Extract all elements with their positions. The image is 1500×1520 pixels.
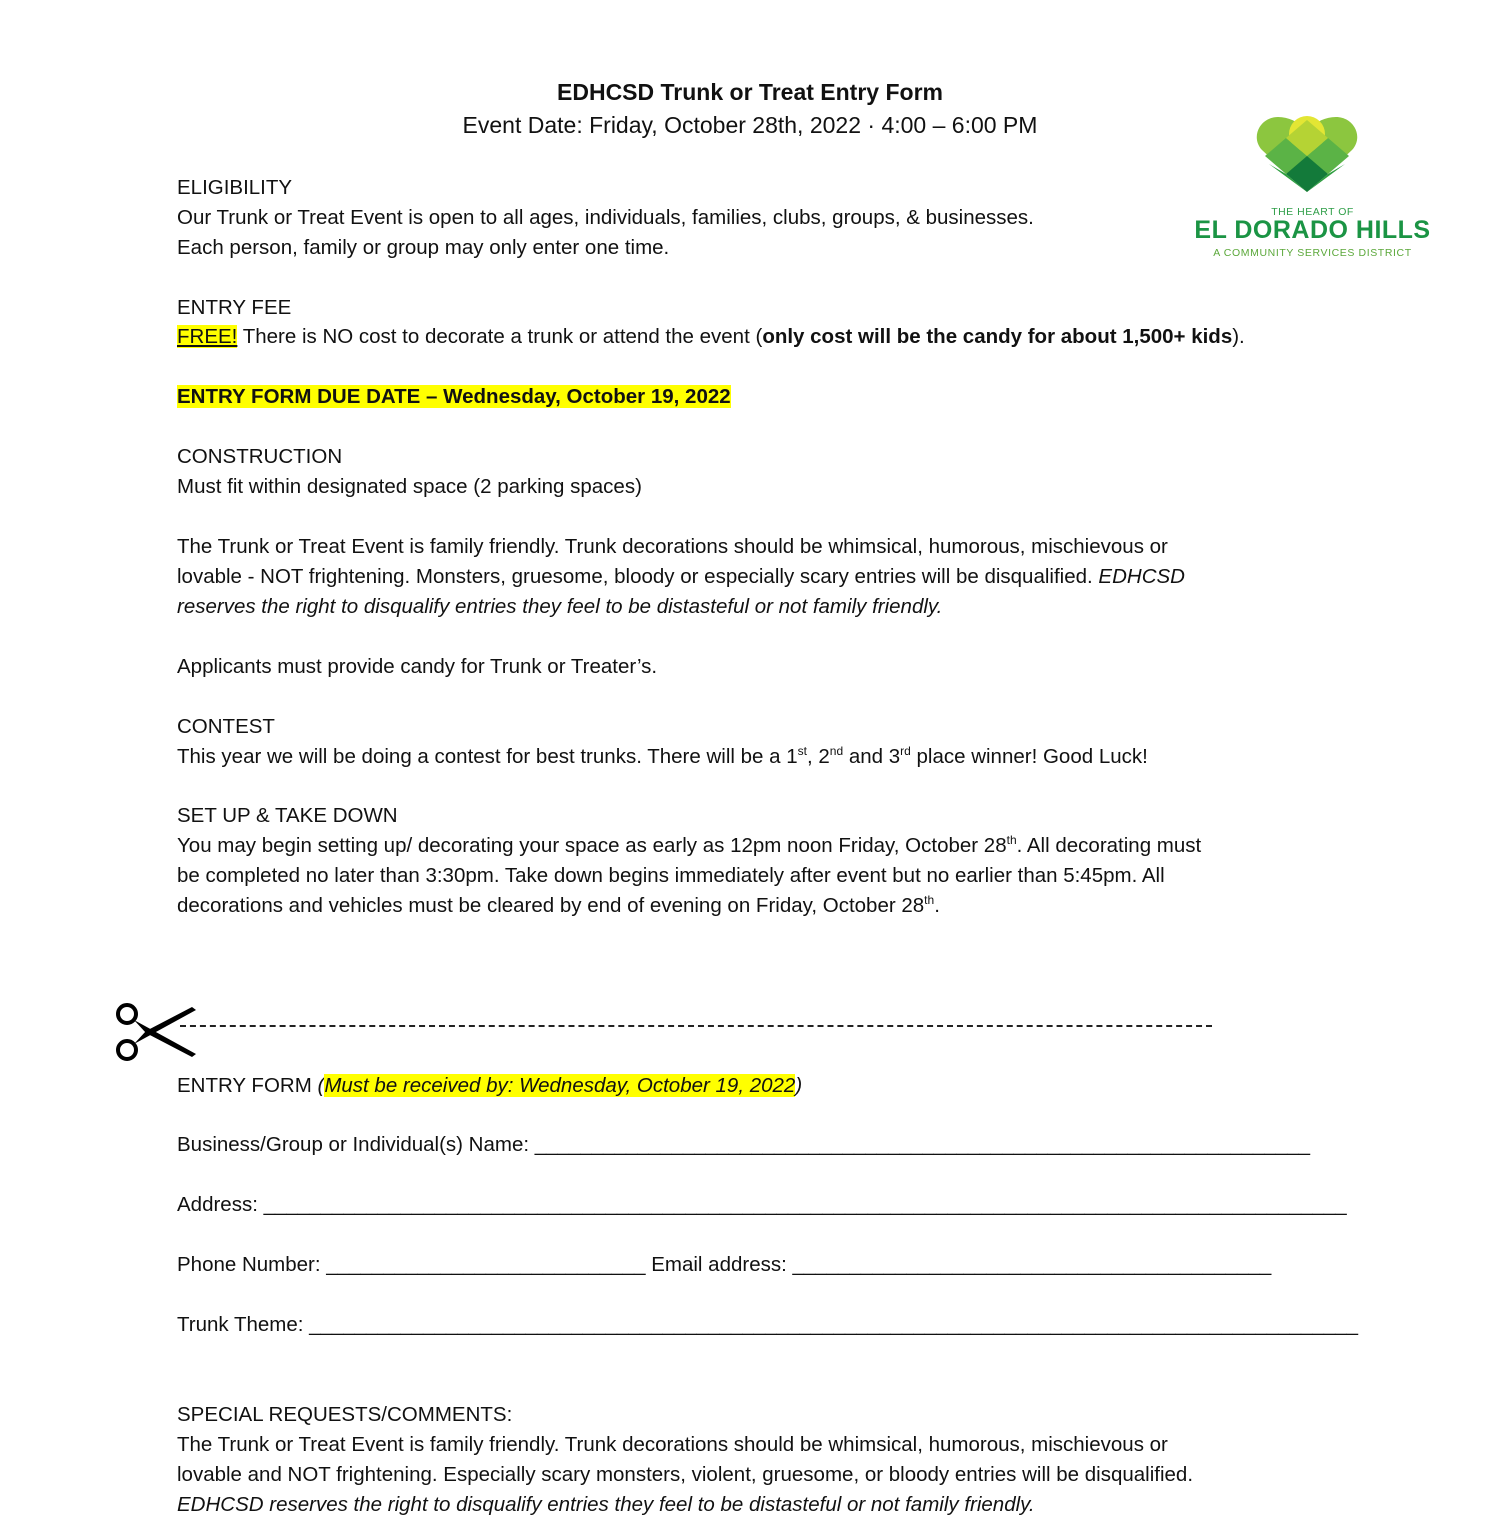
special-requests-heading: SPECIAL REQUESTS/COMMENTS: (177, 1403, 513, 1426)
entry-form-deadline: Must be received by: Wednesday, October 19, 2022 (324, 1074, 796, 1097)
rules-text-2 (177, 562, 1185, 592)
due-date-notice (177, 382, 731, 412)
contest-sup-1: st (797, 744, 807, 759)
construction-text: Must fit within designated space (2 parking spaces) (177, 475, 642, 498)
entry-fee-text-c: ). (1232, 325, 1245, 348)
due-date-text: ENTRY FORM DUE DATE – Wednesday, October 19, 2022 (177, 385, 731, 408)
eligibility-text-2: Each person, family or group may only enter one time. (177, 236, 670, 259)
setup-sup-1: th (1006, 833, 1017, 848)
trunk-theme-field[interactable]: Trunk Theme: ____________________________________________________________________________________________ (177, 1313, 1359, 1336)
logo-tagline-top: THE HEART OF (1271, 206, 1354, 218)
rules-disclaimer: reserves the right to disqualify entries they feel to be distasteful or not family friendly. (177, 595, 943, 618)
contest-text (177, 742, 1148, 772)
setup-text-1b: . All decorating must (1016, 834, 1202, 857)
free-highlight: FREE! (177, 325, 238, 348)
rules-text-2a: lovable - NOT frightening. Monsters, gruesome, bloody or especially scary entries will be disqualified. (177, 565, 1099, 588)
candy-text: Applicants must provide candy for Trunk or Treater’s. (177, 655, 658, 678)
setup-text-3 (177, 891, 940, 921)
contest-text-d: place winner! Good Luck! (910, 745, 1148, 768)
entry-form-heading (177, 1071, 802, 1101)
setup-sup-2: th (924, 893, 935, 908)
paren-close: ) (795, 1074, 803, 1097)
contest-text-c: and 3 (843, 745, 901, 768)
cut-line-divider (180, 1025, 1212, 1027)
logo-name: EL DORADO HILLS (1194, 216, 1431, 244)
rules-text-2b: EDHCSD (1098, 565, 1185, 588)
setup-text-1a: You may begin setting up/ decorating your space as early as 12pm noon Friday, October 28 (177, 834, 1007, 857)
contest-sup-3: rd (900, 744, 911, 759)
rules-text-1: The Trunk or Treat Event is family friendly. Trunk decorations should be whimsical, humorous, mischievous or (177, 535, 1168, 558)
heart-logo-icon (1185, 112, 1440, 207)
setup-heading: SET UP & TAKE DOWN (177, 804, 398, 827)
paren-open: ( (317, 1074, 325, 1097)
entry-fee-cost-note: only cost will be the candy for about 1,500+ kids (762, 325, 1233, 348)
special-disclaimer: EDHCSD reserves the right to disqualify entries they feel to be distasteful or not family friendly. (177, 1493, 1035, 1516)
entry-fee-text (177, 322, 1245, 352)
contact-fields (177, 1250, 1271, 1280)
entry-form-title: ENTRY FORM (177, 1074, 318, 1097)
email-field[interactable]: Email address: __________________________________________ (645, 1253, 1272, 1276)
entry-fee-heading: ENTRY FEE (177, 296, 292, 319)
rules-text-3 (177, 592, 942, 622)
logo-tagline-bottom: A COMMUNITY SERVICES DISTRICT (1213, 247, 1412, 259)
eligibility-heading: ELIGIBILITY (177, 176, 293, 199)
address-field[interactable]: Address: _______________________________________________________________________________________________ (177, 1193, 1347, 1216)
name-field[interactable]: Business/Group or Individual(s) Name: ____________________________________________________________________ (177, 1133, 1311, 1156)
entry-fee-text-a: There is NO cost to decorate a trunk or attend the event ( (237, 325, 763, 348)
special-text-2: lovable and NOT frightening. Especially scary monsters, violent, gruesome, or bloody entries will be disqualified. (177, 1463, 1194, 1486)
scissors-icon (112, 1000, 198, 1064)
setup-text-2: be completed no later than 3:30pm. Take down begins immediately after event but no earlier than 5:45pm. All (177, 864, 1165, 887)
contest-sup-2: nd (829, 744, 844, 759)
special-text-1: The Trunk or Treat Event is family friendly. Trunk decorations should be whimsical, humorous, mischievous or (177, 1433, 1168, 1456)
contest-text-b: , 2 (806, 745, 830, 768)
construction-heading: CONSTRUCTION (177, 445, 343, 468)
page-title: EDHCSD Trunk or Treat Entry Form (557, 79, 943, 105)
setup-text-1 (177, 831, 1201, 861)
special-text-3 (177, 1490, 1035, 1520)
contest-heading: CONTEST (177, 715, 275, 738)
event-date: Event Date: Friday, October 28th, 2022 · 4:00 – 6:00 PM (462, 112, 1038, 138)
setup-text-3b: . (934, 894, 940, 917)
eligibility-text-1: Our Trunk or Treat Event is open to all ages, individuals, families, clubs, groups, & businesses. (177, 206, 1034, 229)
setup-text-3a: decorations and vehicles must be cleared by end of evening on Friday, October 28 (177, 894, 925, 917)
contest-text-a: This year we will be doing a contest for best trunks. There will be a 1 (177, 745, 798, 768)
phone-field[interactable]: Phone Number: ____________________________ (177, 1253, 646, 1276)
edh-logo (1185, 112, 1440, 262)
